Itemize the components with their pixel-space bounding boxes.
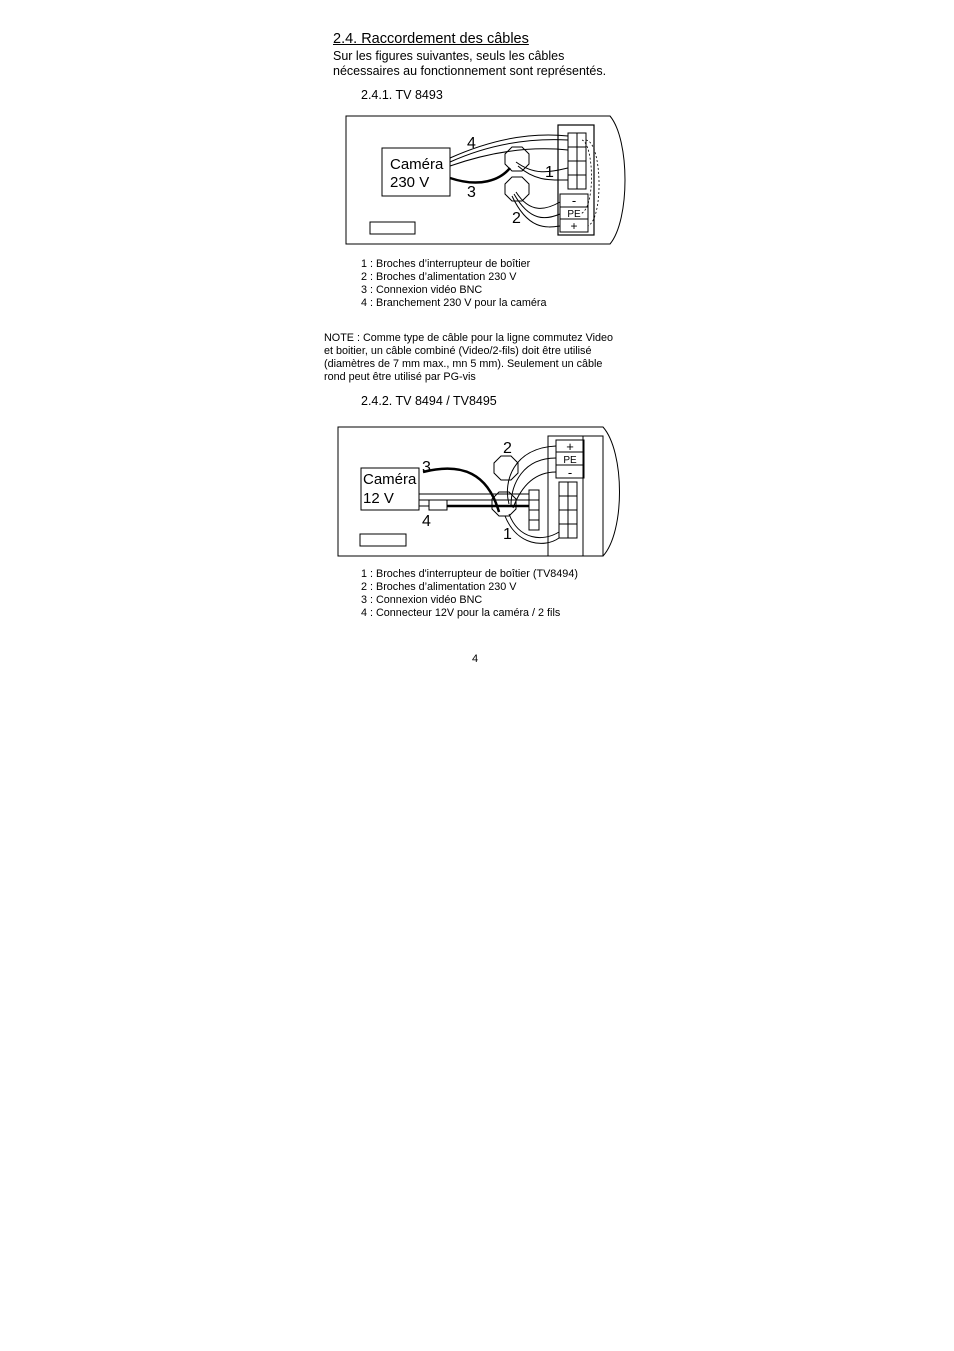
camera-label: Caméra (390, 156, 444, 173)
callout-1: 1 (503, 526, 512, 543)
legend-item: 2 : Broches d’alimentation 230 V (361, 581, 517, 593)
cable-gland-lower (505, 177, 529, 201)
legend-item: 1 : Broches d’interrupteur de boîtier (361, 258, 531, 270)
camera-voltage: 12 V (363, 490, 394, 507)
camera-label: Caméra (363, 471, 417, 488)
page-number: 4 (472, 653, 479, 665)
callout-4: 4 (467, 135, 476, 152)
legend-item: 2 : Broches d’alimentation 230 V (361, 271, 517, 283)
legend-item: 3 : Connexion vidéo BNC (361, 594, 483, 606)
terminal-plus: + (570, 219, 578, 233)
note-line: et boitier, un câble combiné (Video/2-fils) doit être utilisé (324, 345, 592, 357)
figure1-diagram (340, 110, 640, 250)
intro-line: Sur les figures suivantes, seuls les câbles (333, 49, 565, 63)
plug-connector (429, 500, 447, 510)
label-plate (370, 222, 415, 234)
terminal-minus: - (571, 193, 577, 208)
video-cable (450, 168, 510, 183)
intro-line: nécessaires au fonctionnement sont représentés. (333, 64, 607, 78)
terminal-minus: - (567, 465, 573, 480)
callout-1: 1 (545, 164, 554, 181)
section-title: 2.4. Raccordement des câbles (333, 31, 529, 47)
housing-outline (346, 116, 625, 244)
note-line: NOTE : Comme type de câble pour la ligne commutez Video (324, 332, 614, 344)
callout-3: 3 (422, 459, 431, 476)
callout-2: 2 (512, 210, 521, 227)
mains-wire (507, 446, 556, 504)
legend-item: 3 : Connexion vidéo BNC (361, 284, 483, 296)
note-block (324, 332, 613, 384)
figure2-diagram (333, 422, 633, 562)
label-plate (360, 534, 406, 546)
terminal-plus: + (566, 439, 574, 454)
section-intro (333, 49, 606, 79)
note-line: rond peut être utilisé par PG-vis (324, 371, 476, 383)
note-line: (diamètres de 7 mm max., mn 5 mm). Seulement un câble (324, 358, 603, 370)
legend-item: 4 : Branchement 230 V pour la caméra (361, 297, 547, 309)
camera-voltage: 230 V (390, 174, 430, 191)
terminal-pe: PE (567, 209, 581, 220)
figure2-heading: 2.4.2. TV 8494 / TV8495 (361, 394, 497, 408)
callout-2: 2 (503, 440, 512, 457)
terminal-pe: PE (563, 455, 577, 466)
legend-item: 4 : Connecteur 12V pour la caméra / 2 fils (361, 607, 561, 619)
figure1-legend (361, 258, 546, 310)
legend-item: 1 : Broches d'interrupteur de boîtier (TV8494) (361, 568, 578, 580)
figure1-heading: 2.4.1. TV 8493 (361, 88, 443, 102)
figure2-legend (361, 568, 578, 620)
callout-3: 3 (467, 184, 476, 201)
callout-4: 4 (422, 513, 431, 530)
